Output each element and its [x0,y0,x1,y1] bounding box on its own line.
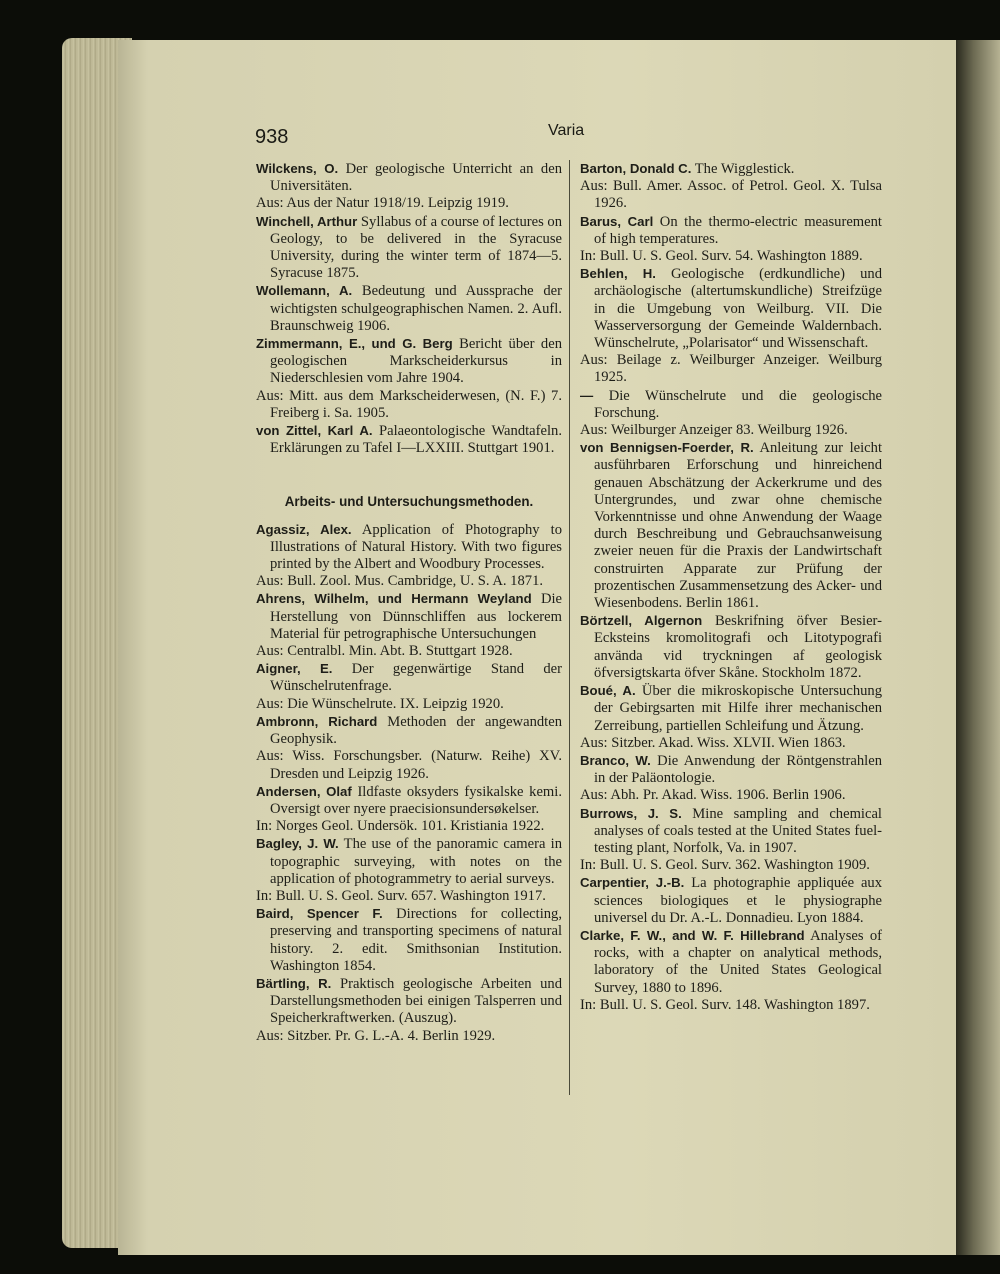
entry-author: Bagley, J. W. [256,836,339,852]
entry-title: The use of the panoramic camera in topographic surveying, with notes on the application of photogrammetry to aerial surveys. [270,836,563,887]
entry-title: Bericht über den geologischen Markscheiderkursus in Niederschlesien vom Jahre 1904. [270,336,562,387]
bibliography-entry [580,682,882,752]
entry-source: In: Norges Geol. Undersök. 101. Kristiania 1922. [256,818,545,835]
entry-title: Directions for collecting, preserving and transporting specimens of natural history. 2. edit. Smithsonian Institution. Washington 1854. [270,906,563,974]
entry-author: Bärtling, R. [256,975,332,991]
entry-main [580,612,882,682]
entry-source: Aus: Aus der Natur 1918/19. Leipzig 1919. [256,195,509,212]
entry-main [256,213,562,283]
entry-author: Aigner, E. [256,661,333,677]
bibliography-entry [256,713,562,783]
entry-source: In: Bull. U. S. Geol. Surv. 657. Washington 1917. [256,887,546,904]
entry-source: Aus: Die Wünschelrute. IX. Leipzig 1920. [256,695,504,712]
entry-source: Aus: Wiss. Forschungsber. (Naturw. Reihe) XV. Dresden und Leipzig 1926. [256,748,562,782]
running-head: Varia [548,122,585,139]
entry-title: On the thermo-electric measurement of high temperatures. [594,213,882,247]
entry-author: Ambronn, Richard [256,713,378,729]
entry-author: Behlen, H. [580,266,656,282]
entry-author: Barus, Carl [580,213,654,229]
entry-main [580,265,882,352]
entry-author: Baird, Spencer F. [256,906,383,922]
entry-main [580,805,882,858]
entry-title: Beskrifning öfver Besier-Ecksteins kromolitografi och Litotypografi använda vid tryckningen af geologisk öfversigtskarta öfver Skåne. Stockholm 1872. [594,613,882,681]
entry-main [256,835,562,888]
entry-author: Wilckens, O. [256,161,339,176]
entry-source: Aus: Sitzber. Akad. Wiss. XLVII. Wien 1863. [580,734,846,751]
column-rule [569,160,570,1095]
entry-source: Aus: Abh. Pr. Akad. Wiss. 1906. Berlin 1906. [580,787,846,804]
entry-author: Andersen, Olaf [256,783,352,799]
bibliography-entry [256,835,562,905]
page-number: 938 [255,126,289,148]
entry-main [256,713,562,748]
bibliography-entry [256,422,562,457]
entry-main [256,590,562,643]
bibliography-entry [580,927,882,1014]
entry-main [580,874,882,927]
entry-title: Die Herstellung von Dünnschliffen aus lockerem Material für petrographische Untersuchungen [270,591,563,642]
entry-title: Bedeutung und Aussprache der wichtigsten schulgeographischen Namen. 2. Aufl. Braunschweig 1906. [270,283,562,334]
entry-title: Praktisch geologische Arbeiten und Darstellungsmethoden bei einigen Talsperren und Speicherkraftwerken. (Auszug). [270,975,563,1027]
entry-author: Clarke, F. W., and W. F. Hillebrand [580,927,805,943]
entry-author: von Bennigsen-Foerder, R. [580,440,754,456]
entry-author: Winchell, Arthur [256,213,358,229]
entry-main [256,975,562,1028]
entries-before [256,160,562,457]
entry-source: Aus: Weilburger Anzeiger 83. Weilburg 1926. [580,422,848,439]
entry-title: Der gegenwärtige Stand der Wünschelrutenfrage. [270,661,562,695]
left-column [256,160,562,1045]
entry-source: Aus: Centralbl. Min. Abt. B. Stuttgart 1928. [256,643,513,660]
entry-main [256,905,562,975]
entry-main [256,783,562,818]
bibliography-entry [580,265,882,386]
entry-author: Zimmermann, E., und G. Berg [256,336,453,352]
entry-main [580,682,882,735]
bibliography-entry [580,612,882,682]
entry-main [256,282,562,335]
entry-author: Branco, W. [580,752,651,768]
entry-title: Analyses of rocks, with a chapter on analytical methods, laboratory of the United States Geological Survey, 1880 to 1896. [594,927,882,996]
bibliography-entry [256,783,562,836]
bibliography-entry [256,905,562,975]
bibliography-entry [580,387,882,440]
entry-main [580,927,882,997]
entry-title: Methoden der angewandten Geophysik. [270,713,562,748]
entry-title: Syllabus of a course of lectures on Geology, to be delivered in the Syracuse University, during the winter term of 1874—5. Syracuse 1875. [270,213,563,282]
entry-source: Aus: Beilage z. Weilburger Anzeiger. Weilburg 1925. [580,352,882,386]
entry-author: Boué, A. [580,683,636,699]
entry-author: Barton, Donald C. [580,161,692,176]
entry-main [580,213,882,248]
book-gutter [956,40,1000,1255]
entry-main [580,752,882,787]
bibliography-entry [256,590,562,660]
entry-main [256,335,562,388]
entry-main [256,422,562,457]
bibliography-entry [580,874,882,927]
entry-title: Application of Photography to Illustrations of Natural History. With two figures printed by the Albert and Woodbury Processes. [270,521,562,573]
entry-title: Ildfaste oksyders fysikalske kemi. Oversigt over nyere praecisionsundersøkelser. [270,783,562,817]
entry-title: Mine sampling and chemical analyses of coals tested at the United States fuel-testing plant, Norfolk, Va. in 1907. [594,805,882,856]
entry-title: Anleitung zur leicht ausführbaren Erforschung und hinreichend genauen Abschätzung der Ackerkrume und des Untergrundes, und zwar ohne chemische Vorkenntnisse und ohne Anwendung der Waage durch Beschreibung und Gebrauchsanweisung zweier neuen für die Praxis der Landwirtschaft construirten Apparate zur Prüfung der prozentischen Zusammensetzung des Acker- und Wiesenbodens. Berlin 1861. [594,440,883,612]
entry-title: La photographie appliquée aux sciences biologiques et le physiographe universel du Dr. A.-L. Donnadieu. Lyon 1884. [594,875,883,926]
entry-source: Aus: Bull. Zool. Mus. Cambridge, U. S. A. 1871. [256,573,544,590]
entry-main [256,660,562,695]
entry-author: Börtzell, Algernon [580,613,703,629]
entry-title: Über die mikroskopische Untersuchung der Gebirgsarten mit Hilfe ihrer mechanischen Zerreibung, partiellen Schleifung und Ätzung. [594,683,883,734]
entry-main [256,521,562,574]
entry-author: Agassiz, Alex. [256,521,352,537]
bibliography-entry [256,975,562,1045]
bibliography-entry [580,213,882,266]
entry-title: The Wigglestick. [694,161,795,177]
entry-source: In: Bull. U. S. Geol. Surv. 148. Washington 1897. [580,996,870,1013]
bibliography-entry [256,213,562,283]
entry-source: Aus: Sitzber. Pr. G. L.-A. 4. Berlin 1929. [256,1027,496,1044]
entry-source: In: Bull. U. S. Geol. Surv. 54. Washington 1889. [580,248,863,265]
bibliography-entry [580,160,882,213]
right-entries [580,160,882,1014]
entry-title: Geologische (erdkundliche) und archäologische (altertumskundliche) Streifzüge in die Umgebung von Weilburg. VII. Die Wasserversorgung der Gemeinde Waldernbach. Wünschelrute, „Polarisator“ und Wissenschaft. [594,266,882,352]
entry-author: — [580,387,594,403]
entry-main [256,160,562,195]
entry-source: Aus: Mitt. aus dem Markscheiderwesen, (N. F.) 7. Freiberg i. Sa. 1905. [256,387,562,421]
entry-author: Burrows, J. S. [580,805,682,821]
entry-title: Die Anwendung der Röntgenstrahlen in der Paläontologie. [594,752,882,787]
entry-title: Der geologische Unterricht an den Universitäten. [270,161,562,195]
bibliography-entry [256,282,562,335]
entry-main [580,439,882,612]
bibliography-entry [580,805,882,875]
entry-title: Die Wünschelrute und die geologische Forschung. [594,387,882,421]
entry-source: In: Bull. U. S. Geol. Surv. 362. Washington 1909. [580,857,870,874]
entry-author: von Zittel, Karl A. [256,423,373,439]
entry-author: Wollemann, A. [256,283,353,299]
bibliography-entry [256,160,562,213]
entry-source: Aus: Bull. Amer. Assoc. of Petrol. Geol. X. Tulsa 1926. [580,178,882,212]
bibliography-entry [256,521,562,591]
right-column [580,160,882,1014]
bibliography-entry [256,335,562,422]
entry-author: Ahrens, Wilhelm, und Hermann Weyland [256,591,532,607]
entry-author: Carpentier, J.-B. [580,875,685,891]
entry-title: Palaeontologische Wandtafeln. Erklärungen zu Tafel I—LXXIII. Stuttgart 1901. [270,423,562,457]
bibliography-entry [256,660,562,713]
bibliography-entry [580,439,882,612]
entry-main [580,160,882,178]
bibliography-entry [580,752,882,805]
entry-main [580,387,882,422]
section-heading: Arbeits- und Untersuchungsmethoden. [284,494,534,510]
entries-after [256,521,562,1045]
